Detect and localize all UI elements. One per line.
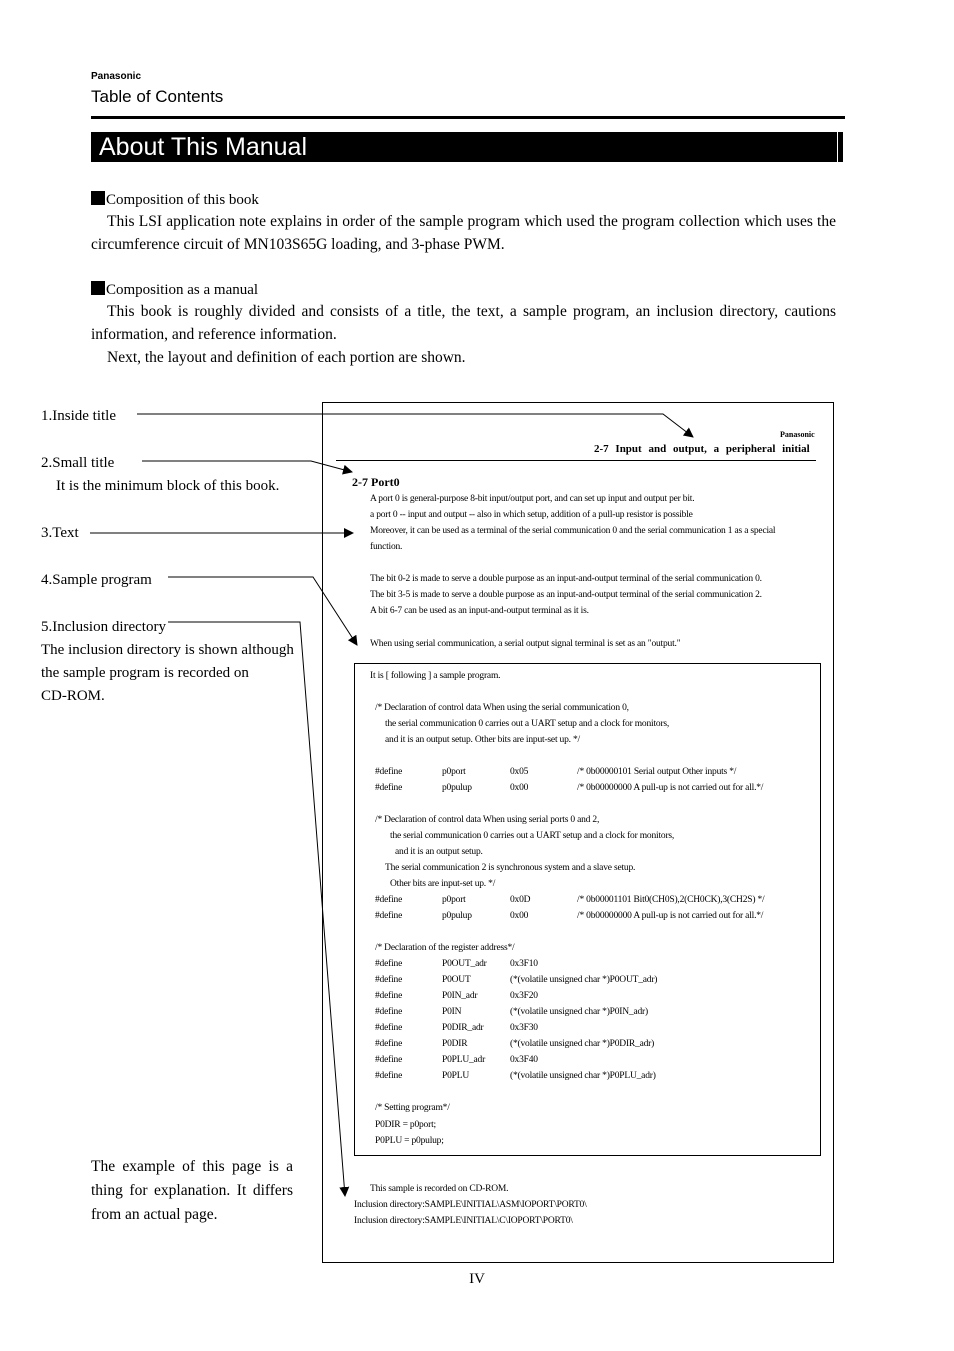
code-identifier: p0pulup: [442, 911, 472, 921]
code-value: (*(volatile unsigned char *)P0OUT_adr): [510, 975, 658, 985]
code-keyword: #define: [375, 1039, 403, 1049]
label-inclusion-desc: The inclusion directory is shown although: [41, 642, 294, 658]
code-intro: It is [ following ] a sample program.: [370, 671, 501, 681]
sample-text-line: When using serial communication, a serial output signal terminal is set as an "output.": [370, 639, 681, 649]
code-comment: /* Declaration of the register address*/: [375, 943, 515, 953]
explanation-note: The example of this page is a thing for explanation. It differs from an actual page.: [91, 1158, 293, 1223]
leader-small-title: [142, 461, 352, 472]
leader-sample-program: [168, 577, 357, 645]
sample-inside-title: 2-7 Input and output, a peripheral initial: [594, 443, 810, 455]
code-keyword: #define: [375, 1055, 403, 1065]
sample-text-line: A bit 6-7 can be used as an input-and-output terminal as it is.: [370, 606, 589, 616]
sample-text-line: The bit 3-5 is made to serve a double purpose as an input-and-output terminal of the serial communication 2.: [370, 590, 762, 600]
code-value: 0x0D: [510, 895, 531, 905]
label-inclusion-desc: CD-ROM.: [41, 688, 105, 704]
code-value: 0x00: [510, 783, 529, 793]
section-heading-text: Composition of this book: [106, 192, 259, 208]
sample-text-line: The bit 0-2 is made to serve a double purpose as an input-and-output terminal of the serial communication 0.: [370, 574, 762, 584]
code-statement: P0DIR = p0port;: [375, 1120, 436, 1130]
label-sample-program: 4.Sample program: [41, 572, 152, 588]
code-comment: /* 0b00001101 Bit0(CH0S),2(CH0CK),3(CH2S) */: [577, 895, 765, 905]
code-comment: and it is an output setup.: [395, 847, 483, 857]
code-identifier: P0PLU: [442, 1071, 469, 1081]
code-identifier: p0port: [442, 767, 466, 777]
code-comment: /* Declaration of control data When using the serial communication 0,: [375, 703, 629, 713]
sample-text-line: Moreover, it can be used as a terminal of the serial communication 0 and the serial communication 1 as a special: [370, 526, 776, 536]
code-value: 0x05: [510, 767, 529, 777]
code-comment: The serial communication 2 is synchronous system and a slave setup.: [385, 863, 636, 873]
page-title: About This Manual: [99, 133, 307, 161]
leader-inside-title: [137, 414, 693, 437]
label-small-title: 2.Small title: [41, 455, 115, 471]
leader-inclusion-directory: [168, 622, 345, 1196]
code-keyword: #define: [375, 991, 403, 1001]
code-identifier: p0port: [442, 895, 466, 905]
inclusion-directory-line: Inclusion directory:SAMPLE\INITIAL\ASM\IOPORT\PORT0\: [354, 1200, 587, 1210]
code-comment: /* Setting program*/: [375, 1103, 450, 1113]
sample-text-line: function.: [370, 542, 403, 552]
code-keyword: #define: [375, 1071, 403, 1081]
code-keyword: #define: [375, 959, 403, 969]
code-comment: /* 0b00000000 A pull-up is not carried out for all.*/: [577, 783, 764, 793]
code-comment: the serial communication 0 carries out a UART setup and a clock for monitors,: [390, 831, 675, 841]
code-keyword: #define: [375, 975, 403, 985]
code-statement: P0PLU = p0pulup;: [375, 1136, 444, 1146]
code-comment: /* 0b00000000 A pull-up is not carried out for all.*/: [577, 911, 764, 921]
paragraph: Next, the layout and definition of each portion are shown.: [107, 349, 466, 366]
code-identifier: p0pulup: [442, 783, 472, 793]
code-identifier: P0IN_adr: [442, 991, 478, 1001]
code-identifier: P0OUT: [442, 975, 471, 985]
inclusion-directory-line: Inclusion directory:SAMPLE\INITIAL\C\IOPORT\PORT0\: [354, 1216, 573, 1226]
code-value: (*(volatile unsigned char *)P0DIR_adr): [510, 1039, 655, 1049]
code-identifier: P0IN: [442, 1007, 462, 1017]
code-value: 0x00: [510, 911, 529, 921]
code-comment: /* 0b00000101 Serial output Other inputs */: [577, 767, 737, 777]
sample-text-line: a port 0 -- input and output -- also in which setup, addition of a pull-up resistor is possible: [370, 510, 693, 520]
code-comment: the serial communication 0 carries out a UART setup and a clock for monitors,: [385, 719, 670, 729]
brand-logo: Panasonic: [91, 71, 142, 82]
code-comment: /* Declaration of control data When using serial ports 0 and 2,: [375, 815, 600, 825]
sample-text-line: A port 0 is general-purpose 8-bit input/output port, and can set up input and output per bit.: [370, 494, 695, 504]
sample-footer-line: This sample is recorded on CD-ROM.: [370, 1184, 509, 1194]
section-label: Table of Contents: [91, 87, 224, 106]
label-inside-title: 1.Inside title: [41, 408, 116, 424]
code-keyword: #define: [375, 1023, 403, 1033]
code-value: (*(volatile unsigned char *)P0PLU_adr): [510, 1071, 656, 1081]
page-number: IV: [469, 1271, 485, 1287]
sample-brand: Panasonic: [780, 430, 815, 439]
code-keyword: #define: [375, 783, 403, 793]
label-inclusion-desc: the sample program is recorded on: [41, 665, 249, 681]
code-identifier: P0DIR_adr: [442, 1023, 484, 1033]
code-value: (*(volatile unsigned char *)P0IN_adr): [510, 1007, 648, 1017]
code-value: 0x3F10: [510, 959, 538, 969]
section-heading-text: Composition as a manual: [106, 282, 259, 298]
code-comment: and it is an output setup. Other bits are input-set up. */: [385, 735, 580, 745]
code-identifier: P0PLU_adr: [442, 1055, 486, 1065]
label-text: 3.Text: [41, 525, 79, 541]
label-small-title-desc: It is the minimum block of this book.: [56, 478, 280, 494]
paragraph: This LSI application note explains in order of the sample program which used the program collection which uses the circumference circuit of MN103S65G loading, and 3-phase PWM.: [91, 213, 836, 253]
code-keyword: #define: [375, 895, 403, 905]
code-keyword: #define: [375, 1007, 403, 1017]
code-keyword: #define: [375, 767, 403, 777]
code-identifier: P0OUT_adr: [442, 959, 487, 969]
code-value: 0x3F40: [510, 1055, 538, 1065]
label-inclusion-directory: 5.Inclusion directory: [41, 619, 166, 635]
code-identifier: P0DIR: [442, 1039, 468, 1049]
sample-small-title: 2-7 Port0: [352, 475, 400, 489]
code-keyword: #define: [375, 911, 403, 921]
code-value: 0x3F30: [510, 1023, 538, 1033]
code-value: 0x3F20: [510, 991, 538, 1001]
code-comment: Other bits are input-set up. */: [390, 879, 496, 889]
paragraph: This book is roughly divided and consists of a title, the text, a sample program, an inclusion directory, cautions information, and reference information.: [91, 303, 836, 343]
